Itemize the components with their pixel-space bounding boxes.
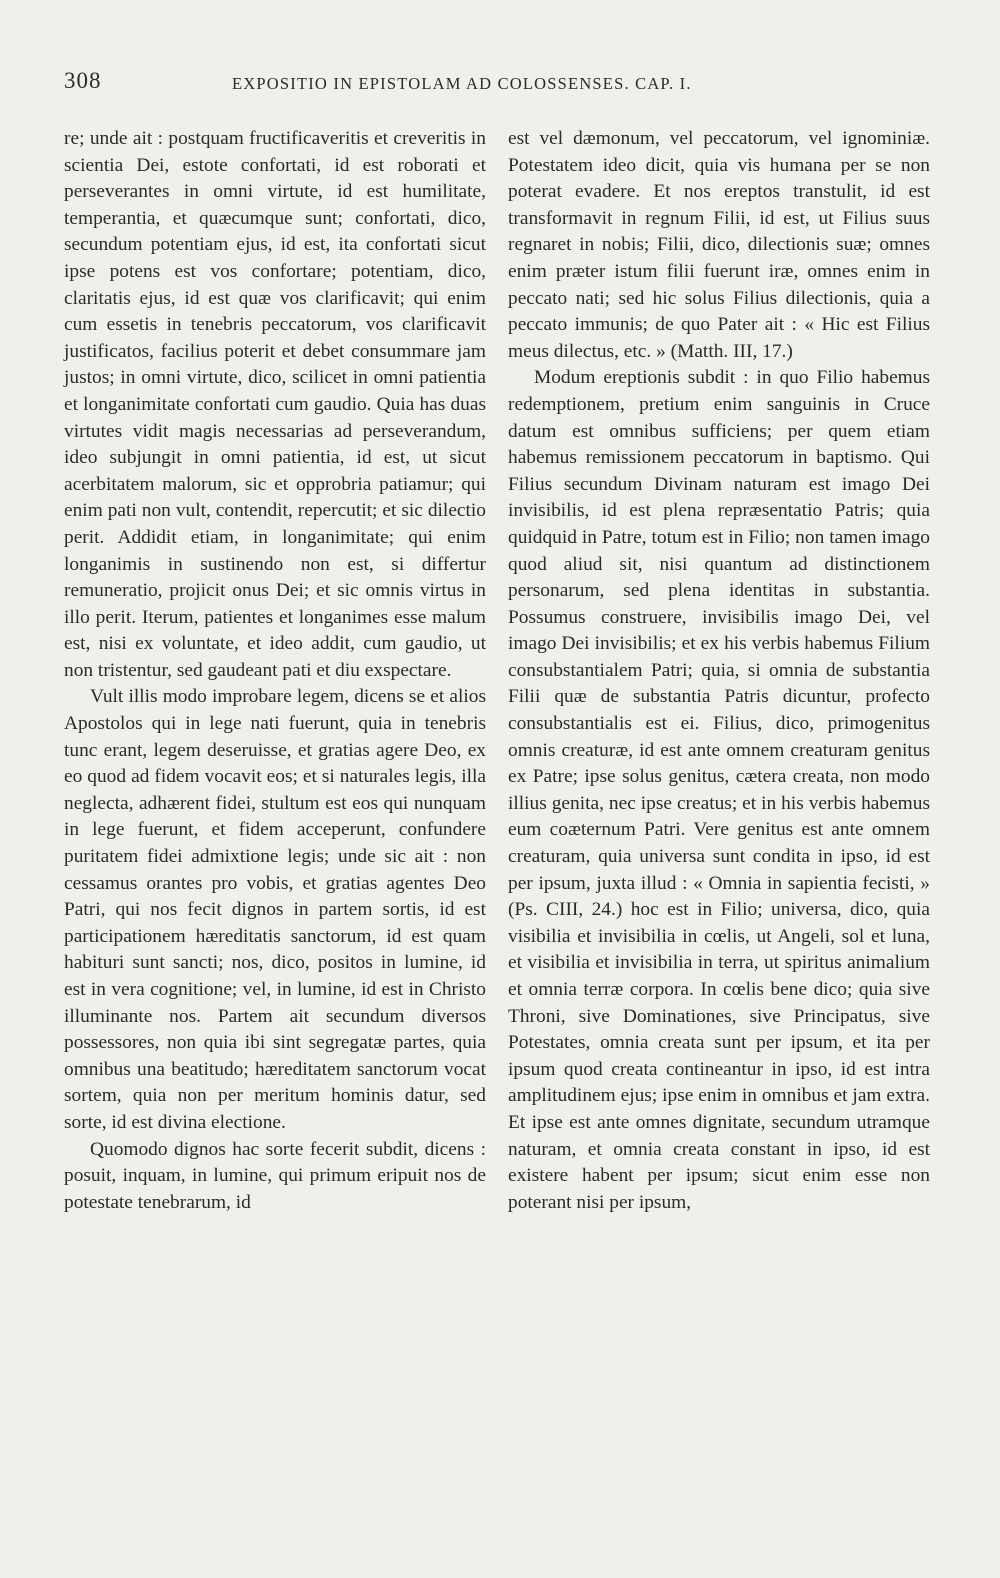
left-column (64, 126, 486, 1386)
right-column (508, 126, 930, 1386)
running-title: EXPOSITIO IN EPISTOLAM AD COLOSSENSES. CAP. I. (232, 74, 692, 93)
paragraph: Vult illis modo improbare legem, dicens se et alios Apostolos qui in lege nati fuerunt, quia in tenebris tunc erant, legem deseruisse, et gratias agere Deo, ex eo quod ad fidem vocavit eos; et si naturales legis, illa neglecta, adhærent fidei, stultum est eos qui nunquam in lege fuerunt, et fidem acceperunt, confundere puritatem fidei admixtione legis; unde sic ait : non cessamus orantes pro vobis, et gratias agentes Deo Patri, qui nos fecit dignos in partem sortis, id est participationem hæreditatis sanctorum, id est quam habituri sunt sancti; nos, dico, positos in lumine, id est in vera cognitione; vel, in lumine, id est in Christo illuminante nos. Partem ait secundum diversos possessores, non quia ibi sint segregatæ partes, quia omnibus una beatitudo; hæreditatem sanctorum vocat sortem, quia non per meritum hominis datur, sed sorte, id est divina electione. (64, 686, 486, 1133)
running-head (0, 62, 1000, 102)
paragraph: Modum ereptionis subdit : in quo Filio habemus redemptionem, pretium enim sanguinis in Cruce datum est omnibus sufficiens; per quem etiam habemus remissionem peccatorum in baptismo. Qui Filius secundum Divinam naturam est imago Dei invisibilis, id est plena repræsentatio Patris; quia quidquid in Patre, totum est in Filio; non tamen imago quod aliud sit, nisi quantum ad distinctionem personarum, sed plena identitas in substantia. Possumus construere, invisibilis imago Dei, vel imago Dei invisibilis; et ex his verbis habemus Filium consubstantialem Patri; quia, si omnia de substantia Filii quæ de substantia Patris dicuntur, profecto consubstantialis est ei. Filius, dico, primogenitus omnis creaturæ, id est ante omnem creaturam genitus ex Patre; ipse solus genitus, cætera creata, non modo illius genita, nec ipse creatus; et in his verbis habemus eum coæternum Patri. Vere genitus est ante omnem creaturam, quia universa sunt condita in ipso, id est per ipsum, juxta illud : « Omnia in sapientia fecisti, » (Ps. CIII, 24.) hoc est in Filio; universa, dico, quia visibilia et invisibilia in cœlis, ut Angeli, sol et luna, et visibilia et invisibilia in terra, ut spiritus animalium et omnia terræ corpora. In cœlis bene dico; quia sive Throni, sive Dominationes, sive Principatus, sive Potestates, omnia creata sunt per ipsum, et ita per ipsum quod creata contineantur in ipso, id est intra amplitudinem ejus; ipse enim in omnibus et jam extra. Et ipse est ante omnes dignitate, secundum utramque naturam, et omnia creata constant in ipso, id est existere habent per ipsum; sicut enim esse non poterant nisi per ipsum, (508, 367, 930, 1213)
page-number: 308 (64, 68, 102, 93)
paragraph: est vel dæmonum, vel peccatorum, vel ignominiæ. Potestatem ideo dicit, quia vis humana per se non poterat evadere. Et nos ereptos transtulit, id est transformavit in regnum Filii, id est, ut Filius suus regnaret in nobis; Filii, dico, dilectionis suæ; omnes enim præter istum filii fuerunt iræ, omnes enim in peccato nati; sed hic solus Filius dilectionis, quia a peccato immunis; de quo Pater ait : « Hic est Filius meus dilectus, etc. » (Matth. III, 17.) (508, 128, 930, 362)
paragraph: re; unde ait : postquam fructificaveritis et creveritis in scientia Dei, estote confortati, id est roborati et perseverantes in omni virtute, id est humilitate, temperantia, et quæcumque sunt; confortati, dico, secundum potentiam ejus, id est, ita confortati sicut ipse potens est vos confortare; potentiam, dico, claritatis ejus, id est quæ vos clarificavit; qui enim cum essetis in tenebris peccatorum, vos clarificavit justificatos, facilius poterit et debet consummare jam justos; in omni virtute, dico, scilicet in omni patientia et longanimitate confortati cum gaudio. Quia has duas virtutes vidit magis necessarias ad perseverandum, ideo subjungit in omni patientia, id est, ut sicut acerbitatem malorum, sic et opprobria patiamur; qui enim pati non vult, contendit, repercutit; et sic dilectio perit. Addidit etiam, in longanimitate; qui enim longanimis in sustinendo non est, si differtur remuneratio, projicit onus Dei; et sic omnis virtus in illo perit. Iterum, patientes et longanimes esse malum est, nisi ex voluntate, et ideo addit, cum gaudio, ut non tristentur, sed gaudeant pati et diu exspectare. (64, 128, 486, 681)
paragraph: Quomodo dignos hac sorte fecerit subdit, dicens : posuit, inquam, in lumine, qui primum eripuit nos de potestate tenebrarum, id (64, 1138, 486, 1213)
